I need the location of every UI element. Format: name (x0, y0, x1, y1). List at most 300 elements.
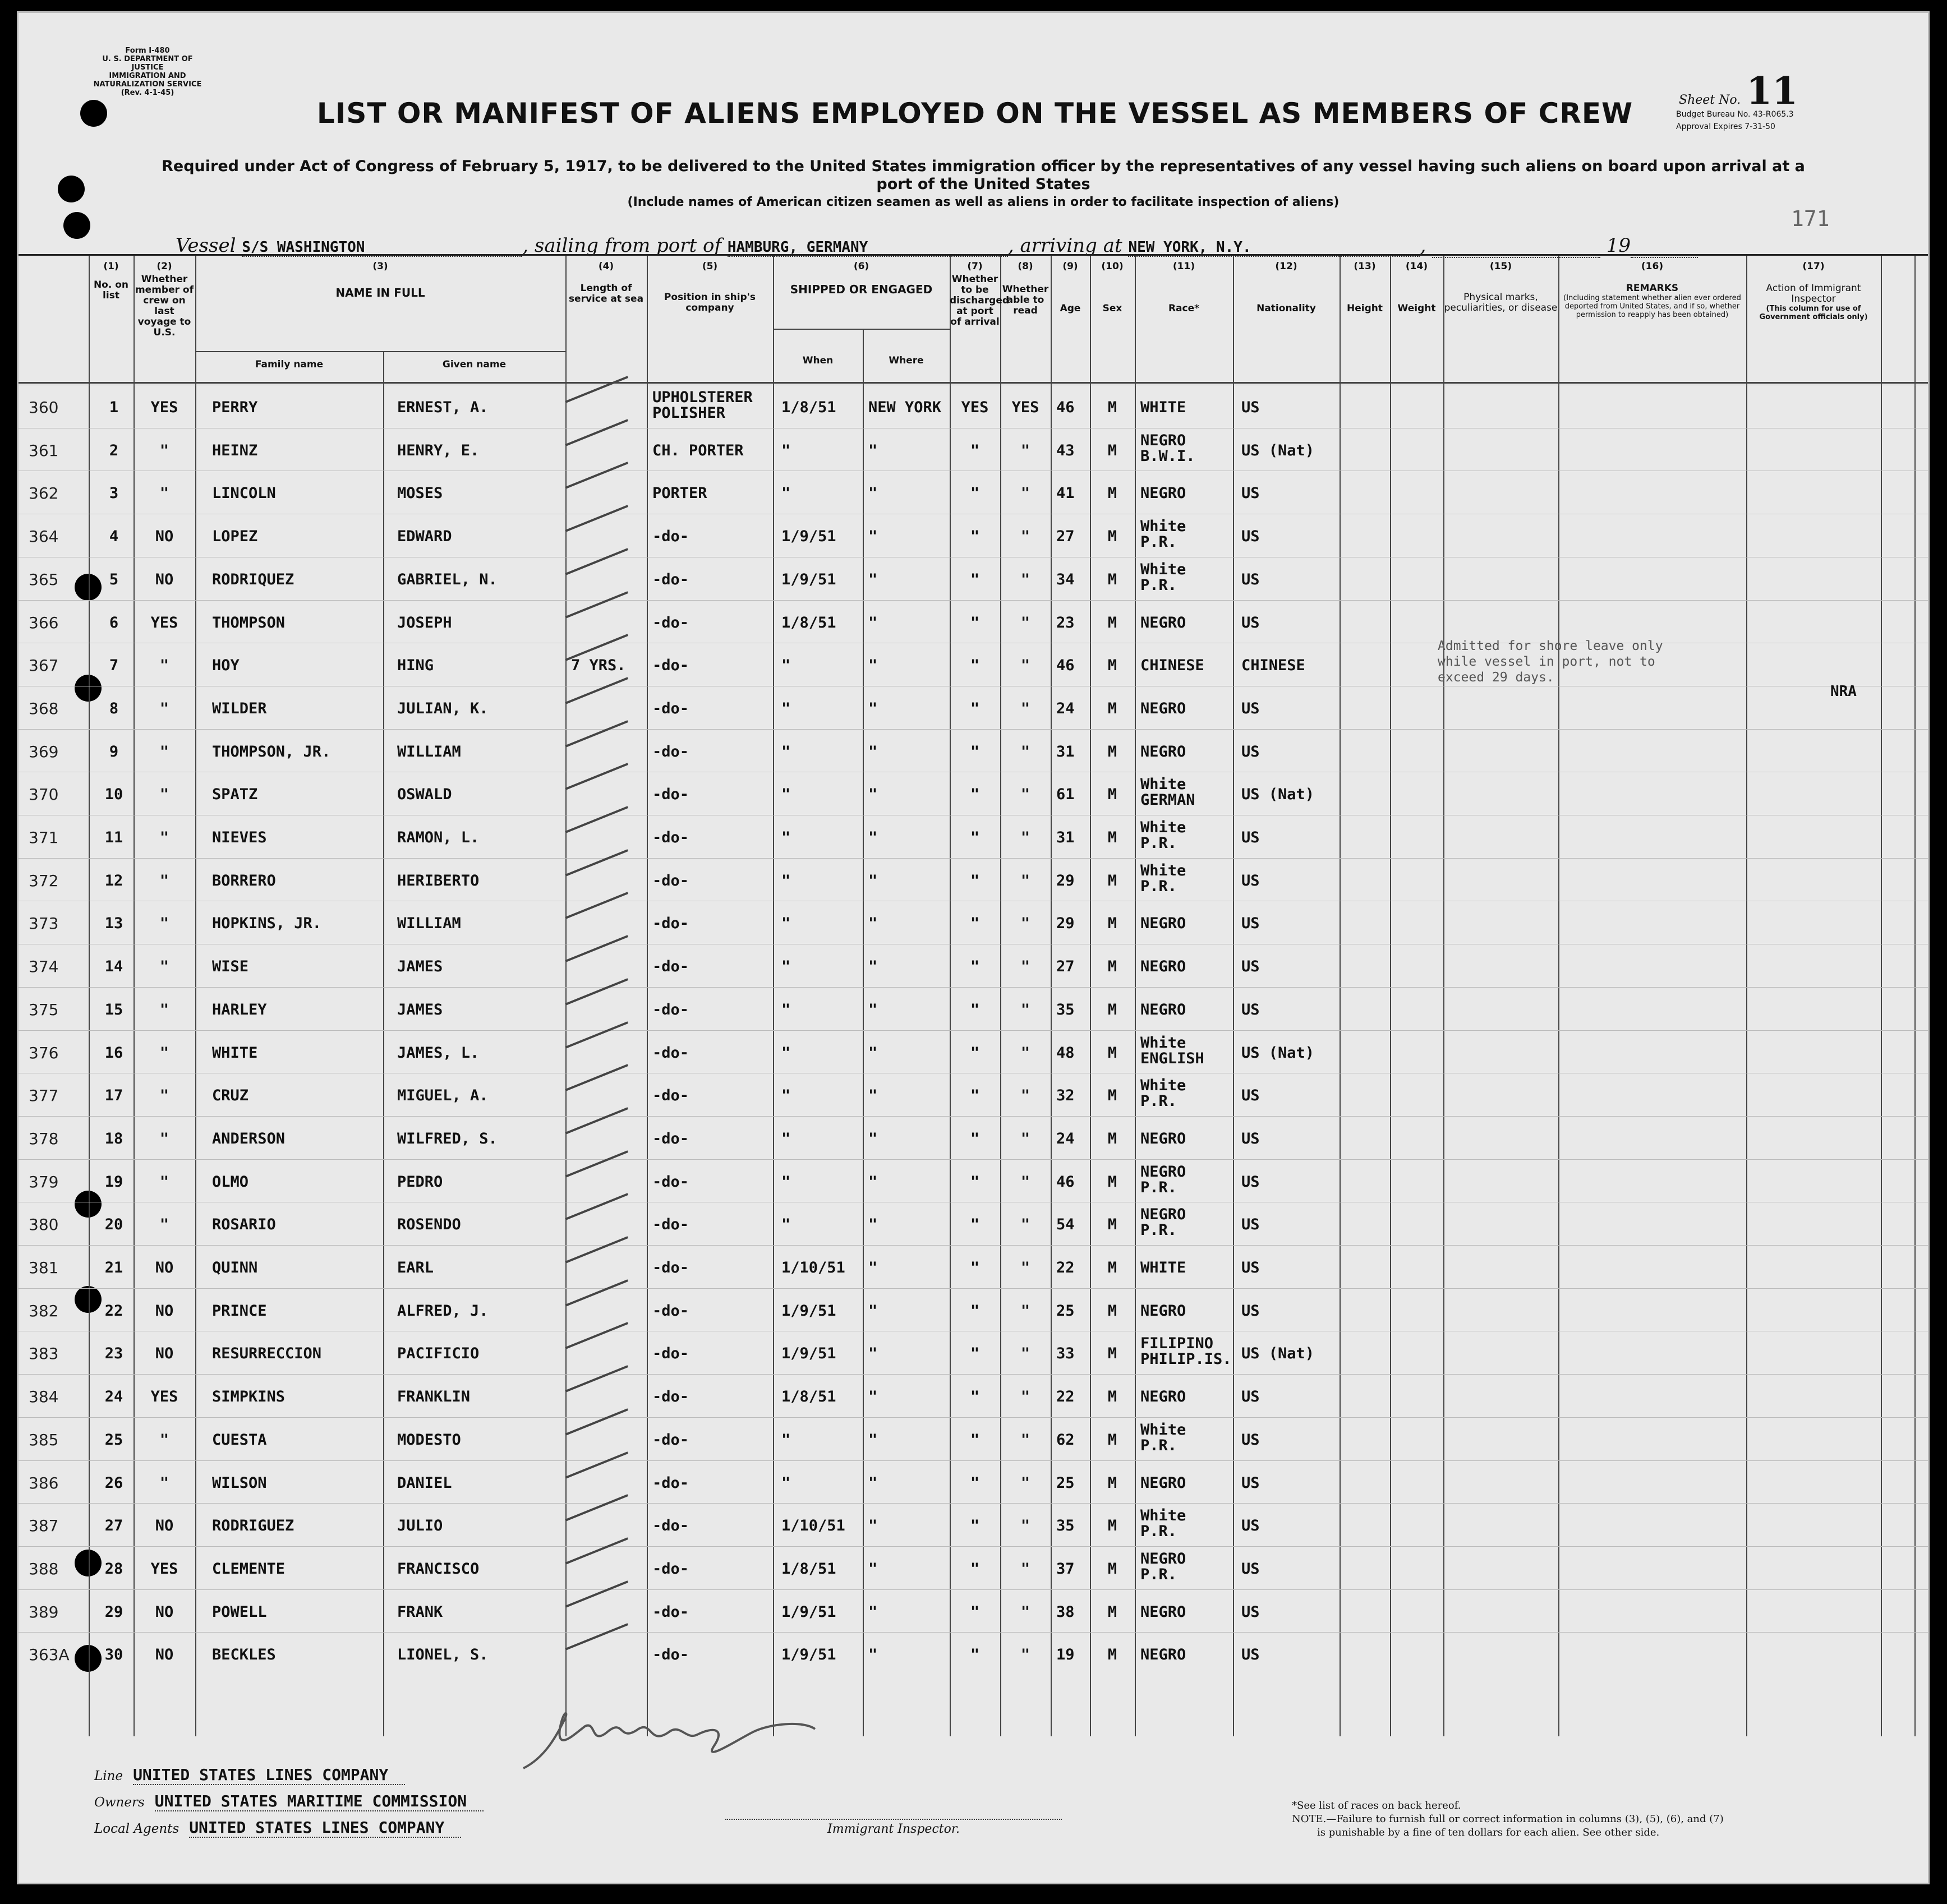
cell-margin: 362 (29, 484, 59, 503)
cell-where: " (868, 614, 878, 631)
cell-given: GABRIEL, N. (397, 570, 498, 588)
cell-pos: -do- (652, 958, 689, 976)
cell-race: NEGRO (1140, 1163, 1186, 1181)
cell-pos: -do- (652, 1560, 689, 1578)
cell-when: " (781, 1130, 791, 1147)
cell-family: BECKLES (212, 1646, 276, 1664)
cell-race: White (1140, 861, 1186, 879)
col-2-header: (2) Whether member of crew on last voyage to U.S. (135, 261, 194, 338)
cell-disch: " (970, 1259, 980, 1276)
cell-nat: US (Nat) (1241, 1345, 1315, 1363)
cell-disch: " (970, 1302, 980, 1320)
cell-age: 43 (1056, 441, 1075, 459)
cell-nat: US (1241, 1388, 1260, 1406)
cell-nat: US (1241, 1517, 1260, 1535)
cell-margin: 377 (29, 1086, 59, 1105)
col-11-header: (11) Race* (1168, 261, 1200, 314)
signature (512, 1701, 826, 1779)
cell-read: " (1020, 915, 1030, 933)
cell-when: 1/9/51 (781, 1302, 836, 1320)
cell-family: HOY (212, 657, 240, 675)
cell-age: 24 (1056, 699, 1075, 717)
cell-prev: " (159, 1130, 169, 1147)
cell-where: " (868, 1560, 878, 1578)
cell-margin: 383 (29, 1344, 59, 1363)
cell-age: 23 (1056, 614, 1075, 631)
cell-no: 15 (104, 1001, 123, 1018)
page-subnote: (Include names of American citizen seamen as well as aliens in order to facilitate inspection of aliens) (627, 195, 1340, 209)
cell-family: CUESTA (212, 1431, 267, 1449)
cell-race: White (1140, 1077, 1186, 1095)
cell-race: FILIPINO (1140, 1335, 1214, 1353)
cell-pos: -do- (652, 743, 689, 760)
cell-family: ANDERSON (212, 1130, 286, 1147)
cell-no: 11 (104, 829, 123, 846)
cell-race2: P.R. (1140, 1221, 1177, 1239)
table-row (19, 1632, 1930, 1675)
table-row (19, 815, 1930, 858)
cell-disch: " (970, 570, 980, 588)
table-row (19, 557, 1930, 600)
cell-no: 21 (104, 1259, 123, 1276)
table-row (19, 1116, 1930, 1159)
cell-where: " (868, 1259, 878, 1276)
cell-where: NEW YORK (868, 399, 942, 416)
cell-disch: " (970, 1001, 980, 1018)
cell-sex: M (1107, 657, 1117, 675)
table-row (19, 1460, 1930, 1504)
cell-given: FRANK (397, 1603, 443, 1621)
cell-pos: PORTER (652, 485, 707, 502)
cell-given: MIGUEL, A. (397, 1087, 489, 1105)
cell-where: " (868, 699, 878, 717)
cell-sex: M (1107, 958, 1117, 976)
department: U. S. DEPARTMENT OF JUSTICE (102, 55, 193, 72)
cell-no: 10 (104, 786, 123, 804)
cell-age: 34 (1056, 570, 1075, 588)
cell-family: HOPKINS, JR. (212, 915, 322, 933)
form-number: Form I-480 (125, 47, 170, 55)
table-row (19, 1546, 1930, 1589)
cell-race: NEGRO (1140, 1302, 1186, 1320)
footer-notes: *See list of races on back hereof. NOTE.—Failure to furnish full or correct information in columns (3), (5), (6), and (7) is punishable by a fine of ten dollars for each alien. See other side. (1292, 1800, 1724, 1838)
cell-pos: -do- (652, 915, 689, 933)
table-row (19, 428, 1930, 471)
cell-given: PEDRO (397, 1173, 443, 1191)
cell-margin: 364 (29, 527, 59, 546)
cell-when: " (781, 441, 791, 459)
cell-read: " (1020, 1130, 1030, 1147)
table-row (19, 858, 1930, 901)
cell-margin: 373 (29, 914, 59, 933)
cell-prev: " (159, 1431, 169, 1449)
cell-disch: " (970, 657, 980, 675)
cell-margin: 387 (29, 1516, 59, 1536)
cell-given: FRANCISCO (397, 1560, 480, 1578)
cell-where: " (868, 1044, 878, 1062)
cell-disch: " (970, 1087, 980, 1105)
cell-age: 24 (1056, 1130, 1075, 1147)
cell-when: " (781, 743, 791, 760)
cell-sex: M (1107, 743, 1117, 760)
cell-disch: " (970, 1130, 980, 1147)
cell-disch: " (970, 1388, 980, 1406)
cell-read: " (1020, 485, 1030, 502)
cell-margin: 361 (29, 441, 59, 460)
cell-where: " (868, 441, 878, 459)
cell-pos: -do- (652, 1345, 689, 1363)
col-9-header: (9) Age (1060, 261, 1081, 314)
cell-age: 54 (1056, 1216, 1075, 1234)
cell-given: LIONEL, S. (397, 1646, 489, 1664)
cell-age: 22 (1056, 1259, 1075, 1276)
year-prefix: 19 (1606, 234, 1631, 257)
cell-prev: " (159, 872, 169, 889)
cell-where: " (868, 872, 878, 889)
cell-margin: 366 (29, 613, 59, 632)
cell-prev: NO (155, 528, 174, 546)
cell-when: " (781, 872, 791, 889)
cell-read: " (1020, 1646, 1030, 1664)
cell-given: JULIO (397, 1517, 443, 1535)
cell-given: EARL (397, 1259, 434, 1276)
cell-race: NEGRO (1140, 915, 1186, 933)
col-10-header: (10) Sex (1101, 261, 1124, 314)
cell-race2: P.R. (1140, 835, 1177, 852)
cell-race2: P.R. (1140, 1178, 1177, 1196)
cell-read: " (1020, 657, 1030, 675)
cell-race: NEGRO (1140, 485, 1186, 502)
cell-sex: M (1107, 1001, 1117, 1018)
cell-family: SPATZ (212, 786, 258, 804)
revision: (Rev. 4-1-45) (121, 89, 174, 97)
cell-race2: P.R. (1140, 1092, 1177, 1110)
cell-sex: M (1107, 1388, 1117, 1406)
cell-nat: US (1241, 1302, 1260, 1320)
cell-read: " (1020, 829, 1030, 846)
table-row (19, 471, 1930, 514)
cell-sex: M (1107, 1517, 1117, 1535)
cell-margin: 384 (29, 1387, 59, 1407)
cell-where: " (868, 570, 878, 588)
cell-disch: " (970, 1216, 980, 1234)
cell-given: MOSES (397, 485, 443, 502)
cell-race: NEGRO (1140, 614, 1186, 631)
cell-race: NEGRO (1140, 1603, 1186, 1621)
cell-disch: " (970, 1345, 980, 1363)
cell-no: 5 (109, 570, 119, 588)
cell-where: " (868, 786, 878, 804)
cell-family: NIEVES (212, 829, 267, 846)
cell-sex: M (1107, 699, 1117, 717)
col-13-header: (13) Height (1347, 261, 1383, 314)
cell-sex: M (1107, 1345, 1117, 1363)
cell-margin: 379 (29, 1172, 59, 1191)
cell-no: 1 (109, 399, 119, 416)
col-6a-header: When (802, 355, 834, 366)
cell-prev: " (159, 1001, 169, 1018)
cell-given: JAMES (397, 1001, 443, 1018)
inspector-action: NRA (1830, 683, 1857, 700)
cell-race: NEGRO (1140, 1646, 1186, 1664)
cell-race2: GERMAN (1140, 791, 1195, 809)
cell-read: " (1020, 872, 1030, 889)
cell-margin: 389 (29, 1602, 59, 1621)
cell-prev: " (159, 829, 169, 846)
cell-pos: -do- (652, 614, 689, 631)
cell-sex: M (1107, 441, 1117, 459)
cell-pos: UPHOLSTERER (652, 389, 753, 406)
cell-family: RODRIQUEZ (212, 570, 294, 588)
cell-sex: M (1107, 1603, 1117, 1621)
cell-margin: 370 (29, 785, 59, 804)
cell-age: 38 (1056, 1603, 1075, 1621)
cell-pos: -do- (652, 1173, 689, 1191)
cell-margin: 365 (29, 570, 59, 589)
cell-read: " (1020, 1345, 1030, 1363)
cell-race: NEGRO (1140, 1474, 1186, 1492)
table-row (19, 901, 1930, 944)
cell-disch: " (970, 743, 980, 760)
binder-hole (63, 212, 90, 239)
cell-age: 35 (1056, 1517, 1075, 1535)
cell-read: " (1020, 1001, 1030, 1018)
cell-when: 1/8/51 (781, 399, 836, 416)
cell-no: 30 (104, 1646, 123, 1664)
cell-margin: 360 (29, 398, 59, 417)
cell-disch: YES (961, 399, 989, 416)
cell-prev: " (159, 915, 169, 933)
cell-read: " (1020, 1044, 1030, 1062)
cell-prev: YES (150, 1560, 178, 1578)
cell-disch: " (970, 441, 980, 459)
cell-margin: 378 (29, 1129, 59, 1148)
cell-race2: B.W.I. (1140, 447, 1195, 465)
cell-family: CLEMENTE (212, 1560, 286, 1578)
col-17-header: (17) Action of Immigrant Inspector (This column for use of Government officials only) (1759, 261, 1868, 321)
cell-prev: YES (150, 614, 178, 631)
cell-pos: CH. PORTER (652, 441, 744, 459)
table-row (19, 729, 1930, 772)
cell-pos: -do- (652, 829, 689, 846)
cell-age: 19 (1056, 1646, 1075, 1664)
cell-when: 1/9/51 (781, 1603, 836, 1621)
cell-prev: " (159, 786, 169, 804)
cell-nat: US (1241, 485, 1260, 502)
cell-family: LOPEZ (212, 528, 258, 546)
cell-pos: -do- (652, 1517, 689, 1535)
cell-race: NEGRO (1140, 699, 1186, 717)
cell-no: 18 (104, 1130, 123, 1147)
cell-age: 29 (1056, 915, 1075, 933)
cell-prev: " (159, 441, 169, 459)
cell-no: 7 (109, 657, 119, 675)
cell-nat: US (1241, 399, 1260, 416)
cell-when: 1/9/51 (781, 528, 836, 546)
cell-race2: P.R. (1140, 576, 1177, 594)
cell-when: " (781, 1431, 791, 1449)
cell-where: " (868, 528, 878, 546)
footer-owners: Owners UNITED STATES MARITIME COMMISSION (94, 1792, 484, 1810)
check-mark (565, 376, 628, 403)
cell-age: 27 (1056, 528, 1075, 546)
col-3-header: (3) NAME IN FULL (335, 261, 425, 299)
cell-pos: -do- (652, 699, 689, 717)
cell-disch: " (970, 958, 980, 976)
cell-age: 25 (1056, 1302, 1075, 1320)
cell-family: WILDER (212, 699, 267, 717)
col-3a-header: Family name (255, 359, 324, 370)
col-15-header: (15) Physical marks, peculiarities, or disease (1444, 261, 1558, 314)
cell-when: " (781, 1087, 791, 1105)
table-row (19, 385, 1930, 428)
cell-disch: " (970, 1474, 980, 1492)
cell-sex: M (1107, 786, 1117, 804)
cell-race2: P.R. (1140, 877, 1177, 895)
cell-disch: " (970, 1646, 980, 1664)
cell-disch: " (970, 699, 980, 717)
cell-family: HARLEY (212, 1001, 267, 1018)
cell-margin: 363A (29, 1645, 70, 1665)
cell-where: " (868, 743, 878, 760)
cell-margin: 374 (29, 957, 59, 976)
cell-sex: M (1107, 829, 1117, 846)
cell-where: " (868, 657, 878, 675)
cell-sex: M (1107, 1130, 1117, 1147)
cell-given: EDWARD (397, 528, 452, 546)
cell-sex: M (1107, 485, 1117, 502)
cell-given: OSWALD (397, 786, 452, 804)
cell-read: " (1020, 1216, 1030, 1234)
cell-given: PACIFICIO (397, 1345, 480, 1363)
cell-read: " (1020, 1474, 1030, 1492)
footer-agents: Local Agents UNITED STATES LINES COMPANY (94, 1818, 461, 1837)
cell-where: " (868, 1130, 878, 1147)
cell-when: " (781, 915, 791, 933)
cell-prev: " (159, 1216, 169, 1234)
cell-read: YES (1011, 399, 1039, 416)
cell-margin: 388 (29, 1559, 59, 1578)
cell-race2: P.R. (1140, 1436, 1177, 1454)
table-row (19, 987, 1930, 1030)
table-row (19, 1073, 1930, 1116)
cell-disch: " (970, 614, 980, 631)
cell-family: WILSON (212, 1474, 267, 1492)
cell-where: " (868, 1216, 878, 1234)
cell-where: " (868, 1087, 878, 1105)
cell-sex: M (1107, 528, 1117, 546)
cell-race: White (1140, 1034, 1186, 1052)
cell-prev: NO (155, 1603, 174, 1621)
cell-where: " (868, 1345, 878, 1363)
cell-race: White (1140, 1421, 1186, 1439)
cell-where: " (868, 829, 878, 846)
cell-sex: M (1107, 1474, 1117, 1492)
cell-where: " (868, 1431, 878, 1449)
cell-race2: ENGLISH (1140, 1049, 1204, 1067)
cell-given: MODESTO (397, 1431, 461, 1449)
cell-disch: " (970, 829, 980, 846)
cell-age: 62 (1056, 1431, 1075, 1449)
cell-read: " (1020, 1603, 1030, 1621)
cell-when: 1/9/51 (781, 1345, 836, 1363)
cell-no: 17 (104, 1087, 123, 1105)
cell-no: 24 (104, 1388, 123, 1406)
cell-race: NEGRO (1140, 1130, 1186, 1147)
cell-where: " (868, 1302, 878, 1320)
cell-nat: US (1241, 1646, 1260, 1664)
cell-race: CHINESE (1140, 657, 1204, 675)
cell-age: 35 (1056, 1001, 1075, 1018)
cell-family: RESURRECCION (212, 1345, 322, 1363)
page-title: LIST OR MANIFEST OF ALIENS EMPLOYED ON THE VESSEL AS MEMBERS OF CREW (316, 97, 1633, 130)
cell-prev: NO (155, 1646, 174, 1664)
cell-no: 19 (104, 1173, 123, 1191)
cell-given: HERIBERTO (397, 872, 480, 889)
cell-margin: 380 (29, 1215, 59, 1234)
col-12-header: (12) Nationality (1256, 261, 1316, 314)
cell-disch: " (970, 528, 980, 546)
cell-pos: -do- (652, 786, 689, 804)
table-row (19, 1331, 1930, 1374)
cell-prev: NO (155, 570, 174, 588)
cell-prev: NO (155, 1259, 174, 1276)
cell-race: WHITE (1140, 1259, 1186, 1276)
cell-given: JOSEPH (397, 614, 452, 631)
cell-when: " (781, 699, 791, 717)
cell-nat: US (1241, 528, 1260, 546)
cell-no: 8 (109, 699, 119, 717)
cell-read: " (1020, 743, 1030, 760)
sheet-number: Sheet No. 11 (1679, 69, 1798, 113)
cell-no: 9 (109, 743, 119, 760)
cell-margin: 368 (29, 699, 59, 718)
cell-race: White (1140, 518, 1186, 536)
cell-no: 3 (109, 485, 119, 502)
cell-pos: -do- (652, 1302, 689, 1320)
cell-where: " (868, 1603, 878, 1621)
cell-nat: US (1241, 1087, 1260, 1105)
cell-age: 48 (1056, 1044, 1075, 1062)
cell-prev: " (159, 699, 169, 717)
cell-margin: 369 (29, 742, 59, 761)
page-subtitle: Required under Act of Congress of February 5, 1917, to be delivered to the United States immigration officer by the representatives of any vessel having such aliens on board upon arrival at a port of the United States (162, 158, 1805, 193)
cell-when: 1/8/51 (781, 614, 836, 631)
cell-read: " (1020, 1173, 1030, 1191)
cell-read: " (1020, 528, 1030, 546)
cell-read: " (1020, 786, 1030, 804)
cell-disch: " (970, 485, 980, 502)
cell-when: 1/10/51 (781, 1517, 845, 1535)
cell-sex: M (1107, 1646, 1117, 1664)
cell-race: NEGRO (1140, 431, 1186, 449)
cell-given: JAMES, L. (397, 1044, 480, 1062)
cell-pos: -do- (652, 1259, 689, 1276)
cell-nat: US (1241, 1259, 1260, 1276)
table-row (19, 1030, 1930, 1073)
table-row (19, 1288, 1930, 1331)
cell-race: White (1140, 1507, 1186, 1525)
table-row (19, 1202, 1930, 1245)
cell-when: " (781, 958, 791, 976)
cell-margin: 376 (29, 1043, 59, 1062)
cell-when: 1/8/51 (781, 1560, 836, 1578)
cell-prev: " (159, 1044, 169, 1062)
cell-read: " (1020, 441, 1030, 459)
cell-read: " (1020, 614, 1030, 631)
cell-nat: US (1241, 829, 1260, 846)
vessel-name: S/S WASHINGTON (242, 239, 522, 257)
